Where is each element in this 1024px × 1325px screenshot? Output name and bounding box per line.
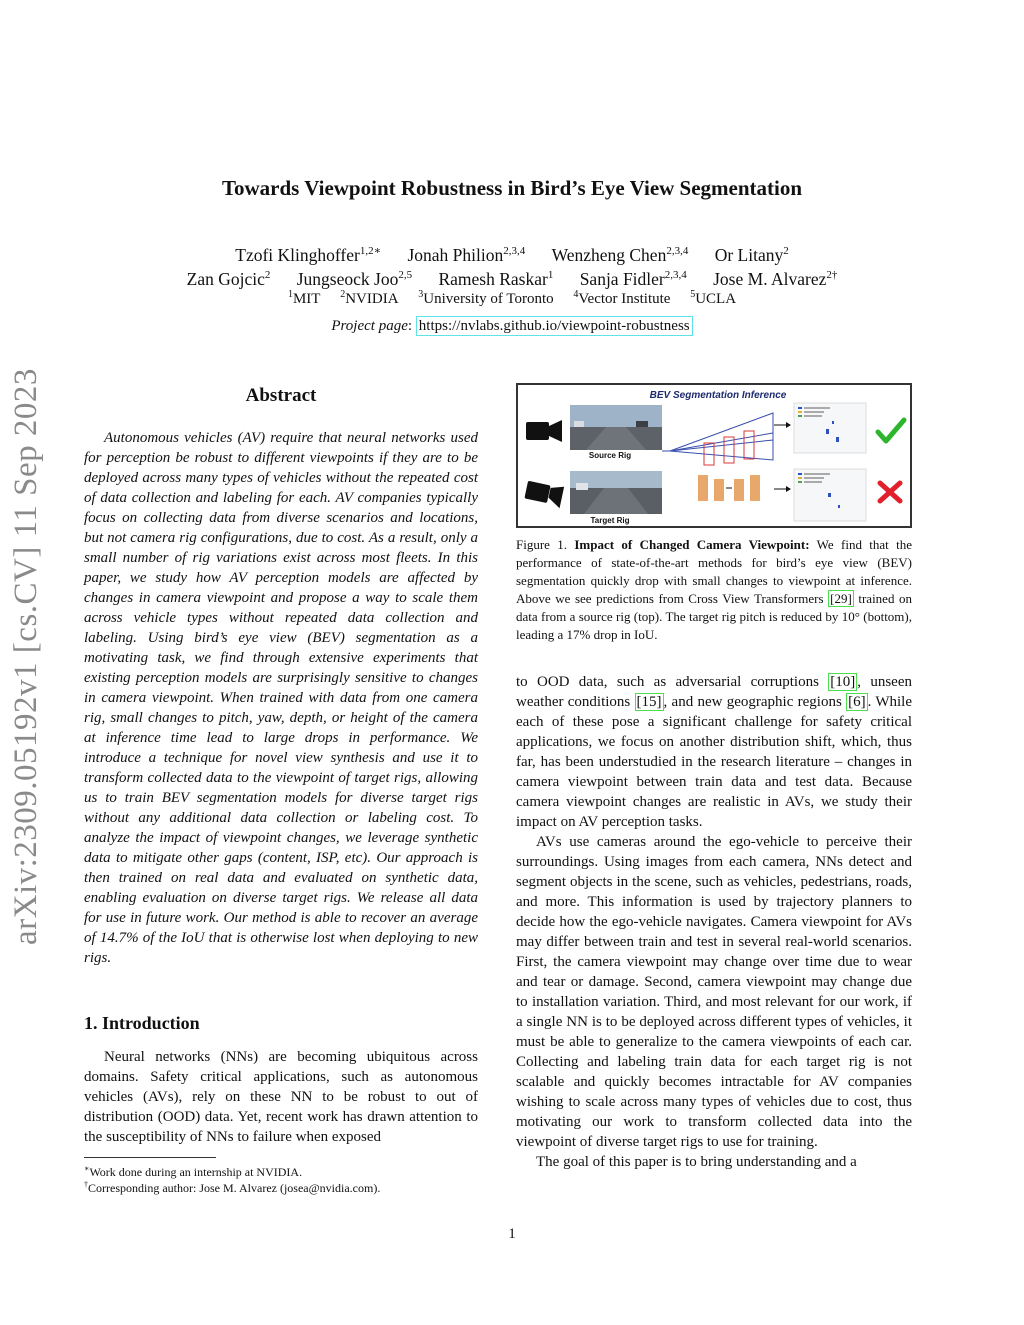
author: Tzofi Klinghoffer$^{1,2∗}$	[235, 244, 382, 265]
affiliations	[0, 289, 1024, 308]
citation[interactable]: [6]	[848, 694, 866, 710]
figure-1	[516, 383, 912, 528]
network-diagram	[662, 413, 791, 501]
bev-output-bottom	[794, 469, 866, 521]
project-page-label: Project page	[331, 318, 408, 334]
affiliation: $^2$NVIDIA	[340, 289, 399, 307]
affiliation: $^5$UCLA	[690, 289, 737, 307]
citation[interactable]: [15]	[636, 694, 662, 710]
paper-title: Towards Viewpoint Robustness in Bird’s Eye View Segmentation	[221, 176, 803, 200]
author: Wenzheng Chen$^{2,3,4}$	[551, 244, 689, 265]
source-rig-image	[570, 405, 662, 450]
author: Jungseock Joo$^{2,5}$	[296, 268, 413, 289]
intro-heading: 1. Introduction	[84, 1013, 200, 1033]
author: Or Litany$^2$	[714, 244, 789, 265]
author: Jonah Philion$^{2,3,4}$	[407, 244, 526, 265]
target-rig-label: Target Rig	[590, 516, 630, 525]
authors-row-1	[0, 240, 1024, 266]
bev-output-top	[794, 403, 866, 453]
footnote: ∗Work done during an internship at NVIDIA.	[84, 1164, 303, 1179]
camera-icon	[526, 420, 562, 442]
paragraph: to OOD data, such as adversarial corruptions [10] , unseen weather conditions [15] , and new geographic regions [6] . While each of these pose a significant challenge for safety critical applications, we focus on another distribution shift, which, thus far, has been understudied in the research literature – changes in camera viewpoint between train data and test data. Because camera viewpoint changes are realistic in AVs, we study their impact on AV perception tasks.	[516, 674, 913, 830]
abstract-body: Autonomous vehicles (AV) require that neural networks used for perception be robust to different viewpoints if they are to be deployed across many types of vehicles without the repeated cost of data collection and labeling for each. AV companies typically focus on collecting data from diverse scenarios and locations, but not camera rig configurations, due to cost. As a result, only a small number of rig variations exist across most fleets. In this paper, we study how AV perception models are affected by changes in camera viewpoint and propose a way to scale them across vehicle types without repeated data collection and labeling. Using bird’s eye view (BEV) segmentation as a motivating task, we find through extensive experiments that existing perception models are surprisingly sensitive to changes in camera viewpoint. When trained with data from one camera rig, small changes to pitch, yaw, depth, or height of the camera at inference time lead to large drops in performance. We introduce a technique for novel view synthesis and use it to transform collected data to the viewpoint of target rigs, allowing us to train BEV segmentation models for diverse target rigs without any additional data collection or labeling cost. To analyze the impact of viewpoint changes, we leverage synthetic data to mitigate other gaps (content, ISP, etc). Our approach is then trained on real data and evaluated on synthetic data, enabling evaluation on diverse target rigs. We release all data for use in future work. Our method is able to recover an average of 14.7% of the IoU that is otherwise lost when deploying to new rigs.	[84, 430, 478, 966]
target-rig-image	[570, 471, 662, 514]
right-column	[516, 672, 912, 1172]
affiliation: $^1$MIT	[287, 289, 321, 307]
affiliation: $^4$Vector Institute	[573, 289, 671, 307]
author: Sanja Fidler$^{2,3,4}$	[579, 268, 687, 289]
citation[interactable]: [10]	[830, 674, 856, 690]
abstract-heading: Abstract	[245, 385, 317, 406]
author: Zan Gojcic$^2$	[186, 268, 271, 289]
source-rig-label: Source Rig	[588, 451, 632, 460]
author: Jose M. Alvarez$^{2\dagger}$	[713, 268, 838, 289]
arxiv-stamp: arXiv:2309.05192v1 [cs.CV] 11 Sep 2023	[8, 368, 44, 945]
footnote-rule	[84, 1157, 216, 1158]
figure-banner: BEV Segmentation Inference	[649, 390, 787, 401]
project-page-link[interactable]: https://nvlabs.github.io/viewpoint-robustness	[416, 316, 693, 336]
figure-1-caption: Figure 1. Impact of Changed Camera Viewpoint: We find that the performance of state-of-the-art methods for bird’s eye view (BEV) segmentation quickly drop with small changes to viewpoint at inference. Above we see predictions from Cross View Transformers [29] trained on data from a source rig (top). The target rig pitch is reduced by 10° (bottom), leading a 17% drop in IoU.	[516, 537, 913, 642]
project-page: Project page: https://nvlabs.github.io/viewpoint-robustness	[0, 318, 1024, 335]
intro-paragraph: Neural networks (NNs) are becoming ubiquitous across domains. Safety critical applications, such as autonomous vehicles (AVs), rely on these NN to be robust to out of distribution (OOD) data. Yet, recent work has drawn attention to the susceptibility of NNs to failure when exposed	[84, 1049, 478, 1145]
citation[interactable]: [29]	[830, 591, 852, 606]
cross-icon	[880, 483, 900, 501]
page-number: 1	[508, 1226, 516, 1242]
checkmark-icon	[878, 420, 904, 441]
paragraph: AVs use cameras around the ego-vehicle to perceive their surroundings. Using images from each camera, NNs detect and segment objects in the scene, such as vehicles, pedestrians, roads, and more. This information is used by trajectory planners to decide how the ego-vehicle navigates. Camera viewpoint for AVs may differ between train and test in several real-world scenarios. First, the camera viewpoint may change over time due to wear and tear or damage. Second, camera viewpoint may change due to installation variation. Third, and most relevant for our work, if a single NN is to be deployed across different types of vehicles, it must be able to generalize to the camera viewpoints of each car. Collecting and labeling train data for each target rig is not scalable and quickly becomes intractable for AV companies wishing to scale across many types of vehicles due to cost, thus motivating our work to transform collected data into the viewpoint of diverse target rigs to use for training.	[516, 834, 912, 1150]
affiliation: $^3$University of Toronto	[418, 289, 554, 307]
authors-row-2	[0, 264, 1024, 290]
figure-1-graphic	[518, 385, 910, 526]
paragraph: The goal of this paper is to bring understanding and a	[536, 1154, 857, 1170]
camera-icon	[524, 481, 564, 509]
author: Ramesh Raskar$^1$	[438, 268, 554, 289]
footnote: †Corresponding author: Jose M. Alvarez (josea@nvidia.com).	[84, 1180, 381, 1195]
